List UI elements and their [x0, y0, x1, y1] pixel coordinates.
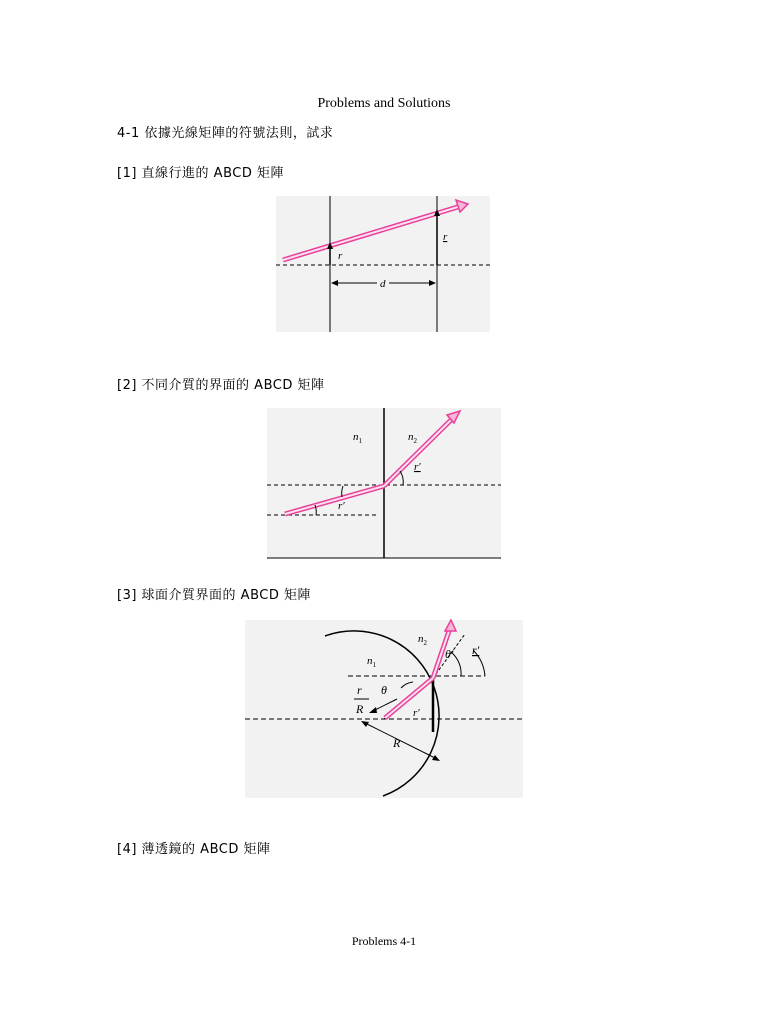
label-R: R — [393, 736, 401, 750]
item-2-label: [2] 不同介質的界面的 ABCD 矩陣 — [117, 378, 325, 393]
problem-statement: 4-1 依據光線矩陣的符號法則，試求 — [117, 126, 334, 141]
label-n2: $n_2$ — [408, 431, 417, 445]
figure-straight-propagation — [276, 196, 490, 332]
figure-spherical-interface — [245, 620, 523, 798]
label-r: r — [338, 250, 343, 262]
label-n2: $n_2$ — [418, 633, 427, 647]
label-r-bar-prime: r′ — [414, 461, 421, 473]
label-r-prime: r′ — [338, 500, 345, 512]
item-1-label: [1] 直線行進的 ABCD 矩陣 — [117, 166, 284, 181]
item-3-label: [3] 球面介質界面的 ABCD 矩陣 — [117, 588, 311, 603]
label-d: d — [380, 278, 386, 290]
label-theta-prime: θ′ — [445, 647, 454, 661]
label-r-bar: r — [443, 231, 448, 243]
label-r-bar-prime: r′ — [472, 643, 480, 657]
label-n1: $n_1$ — [353, 431, 362, 445]
label-r-prime: r′ — [413, 707, 420, 719]
figure-planar-interface — [267, 408, 501, 558]
page-footer: Problems 4-1 — [351, 934, 417, 948]
item-4-label: [4] 薄透鏡的 ABCD 矩陣 — [117, 842, 271, 857]
label-frac-den: R — [356, 702, 364, 716]
page-title: Problems and Solutions — [317, 96, 451, 111]
label-frac-num: r — [357, 683, 362, 697]
label-theta: θ — [381, 683, 387, 697]
label-n1: $n_1$ — [367, 655, 376, 669]
